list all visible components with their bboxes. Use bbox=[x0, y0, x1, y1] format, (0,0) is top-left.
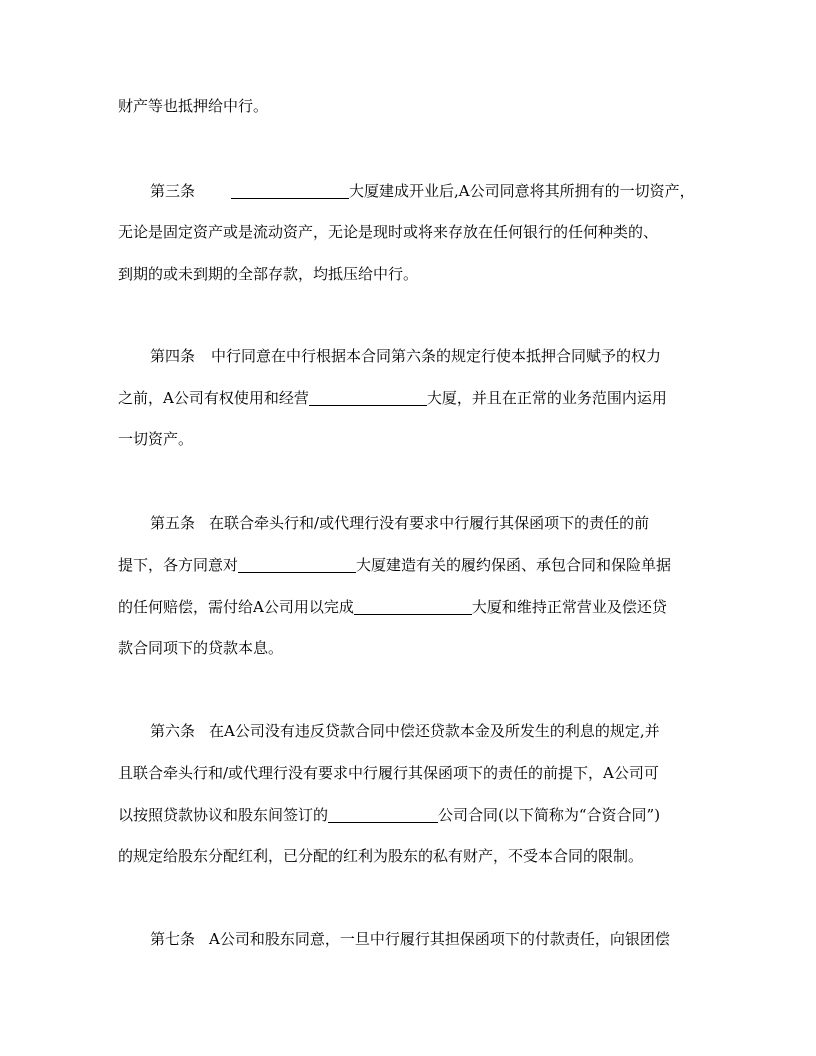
article-5-line-1 bbox=[150, 513, 710, 533]
text-line: 款合同项下的贷款本息。 bbox=[118, 639, 284, 657]
article-label: 第六条 bbox=[150, 722, 196, 740]
text-line: 的任何赔偿，需付给A公司用以完成 bbox=[118, 598, 354, 616]
article-label: 第三条 bbox=[150, 182, 196, 200]
article-6-line-3 bbox=[118, 805, 708, 825]
article-7-line-1 bbox=[150, 929, 710, 949]
text-line: 一切资产。 bbox=[118, 430, 194, 448]
text-line: 中行同意在中行根据本合同第六条的规定行使本抵押合同赋予的权力 bbox=[211, 347, 662, 365]
article-4-line-1 bbox=[150, 346, 710, 366]
text-line: 在联合牵头行和/或代理行没有要求中行履行其保函项下的责任的前 bbox=[209, 514, 650, 532]
article-5-line-4 bbox=[118, 638, 708, 658]
fill-blank bbox=[328, 806, 438, 823]
text-line: 的规定给股东分配红利，已分配的红利为股东的私有财产，不受本合同的限制。 bbox=[118, 847, 644, 865]
article-5-line-2 bbox=[118, 555, 708, 575]
fill-blank bbox=[354, 598, 472, 615]
article-5-line-3 bbox=[118, 597, 708, 617]
text-line: 以按照贷款协议和股东间签订的 bbox=[118, 806, 329, 824]
text-line: 财产等也抵押给中行。 bbox=[118, 97, 269, 115]
article-4-line-2 bbox=[118, 388, 708, 408]
article-label: 第五条 bbox=[150, 514, 196, 532]
text-line: 大厦建造有关的履约保函、承包合同和保险单据 bbox=[356, 556, 672, 574]
article-6-line-2 bbox=[118, 763, 708, 783]
text-line: 到期的或未到期的全部存款，均抵压给中行。 bbox=[118, 265, 419, 283]
article-6-line-1 bbox=[150, 721, 710, 741]
article-4-line-3 bbox=[118, 429, 708, 449]
article-label: 第四条 bbox=[150, 347, 196, 365]
text-line: 大厦和维持正常营业及偿还贷 bbox=[471, 598, 667, 616]
text-line: 提下，各方同意对 bbox=[118, 556, 239, 574]
text-line: 无论是固定资产或是流动资产，无论是现时或将来存放在任何银行的任何种类的、 bbox=[118, 223, 659, 241]
text-line: A公司和股东同意，一旦中行履行其担保函项下的付款责任，向银团偿 bbox=[209, 930, 670, 948]
article-3-line-1 bbox=[150, 181, 710, 201]
fill-blank bbox=[238, 556, 356, 573]
text-line: 公司合同(以下简称为“合资合同”) bbox=[438, 806, 661, 824]
article-3-line-2 bbox=[118, 222, 708, 242]
article-label: 第七条 bbox=[150, 930, 196, 948]
text-line: 在A公司没有违反贷款合同中偿还贷款本金及所发生的利息的规定,并 bbox=[209, 722, 660, 740]
text-line: 大厦，并且在正常的业务范围内运用 bbox=[426, 389, 667, 407]
text-line: 大厦建成开业后,A公司同意将其所拥有的一切资产， bbox=[349, 182, 695, 200]
text-line: 之前，A公司有权使用和经营 bbox=[118, 389, 309, 407]
article-3-line-3 bbox=[118, 264, 708, 284]
text-line: 且联合牵头行和/或代理行没有要求中行履行其保函项下的责任的前提下，A公司可 bbox=[118, 764, 659, 782]
fill-blank bbox=[309, 389, 427, 406]
fill-blank bbox=[231, 182, 349, 199]
paragraph-continuation bbox=[118, 96, 708, 116]
article-6-line-4 bbox=[118, 846, 708, 866]
